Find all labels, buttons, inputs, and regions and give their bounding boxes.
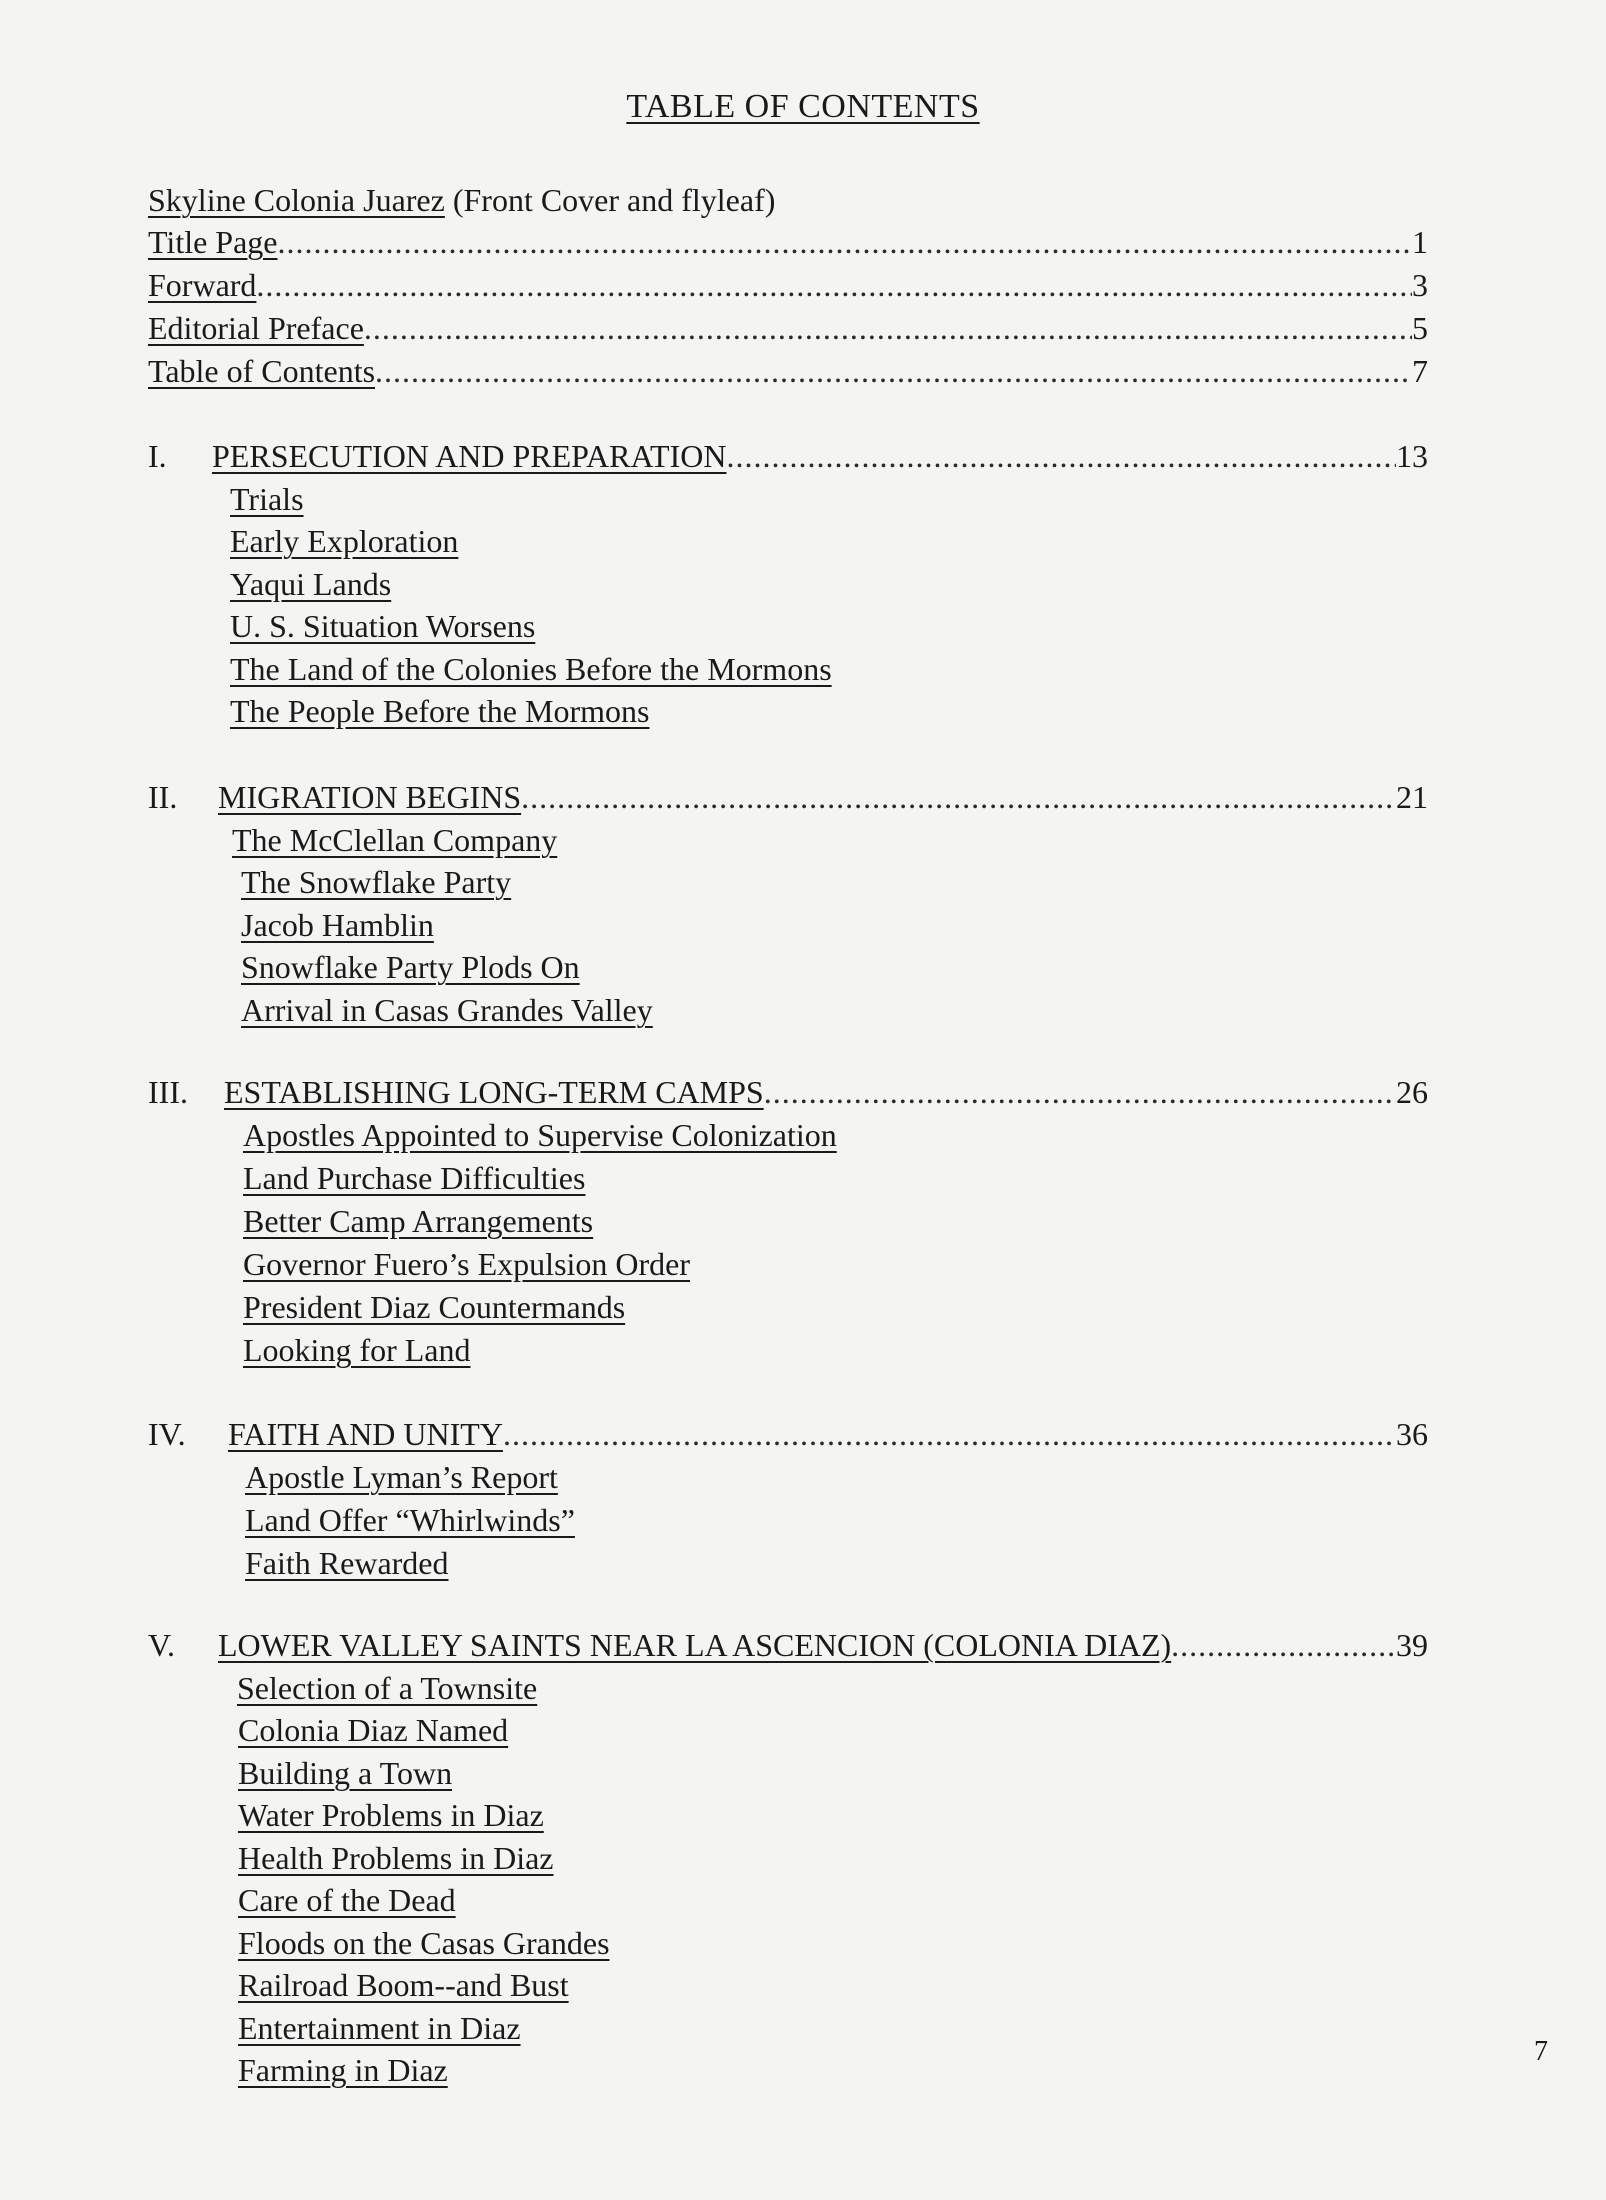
subsection-item[interactable] (243, 1113, 837, 1157)
section-numeral: IV. (148, 1416, 186, 1452)
subsection-label[interactable]: Care of the Dead (238, 1882, 456, 1918)
subsection-item[interactable] (245, 1498, 575, 1542)
section-page: 13 (1396, 438, 1428, 474)
subsection-label[interactable]: Land Purchase Difficulties (243, 1160, 586, 1196)
subsection-label[interactable]: Railroad Boom--and Bust (238, 1967, 569, 2003)
subsection-item[interactable] (243, 1156, 585, 1200)
subsection-item[interactable] (241, 860, 511, 904)
subsection-item[interactable] (243, 1242, 690, 1286)
subsection-label[interactable]: Arrival in Casas Grandes Valley (241, 992, 653, 1028)
subsection-label[interactable]: Water Problems in Diaz (238, 1797, 544, 1833)
toc-entry[interactable] (148, 349, 1428, 393)
toc-entry-label[interactable]: Forward (148, 267, 257, 303)
subsection-item[interactable] (238, 1963, 569, 2007)
toc-entry-page: 3 (1412, 267, 1428, 303)
subsection-label[interactable]: Selection of a Townsite (237, 1670, 538, 1706)
leader-dots (726, 434, 1396, 478)
section-heading[interactable] (148, 775, 1428, 819)
section-numeral: III. (148, 1074, 188, 1110)
subsection-label[interactable]: The Land of the Colonies Before the Mormons (230, 651, 832, 687)
subsection-label[interactable]: Early Exploration (230, 523, 459, 559)
subsection-item[interactable] (230, 647, 832, 691)
subsection-item[interactable] (245, 1455, 558, 1499)
section-numeral: II. (148, 779, 178, 815)
subsection-label[interactable]: Land Offer “Whirlwinds” (245, 1502, 575, 1538)
subsection-item[interactable] (243, 1285, 625, 1329)
subsection-label[interactable]: President Diaz Countermands (243, 1289, 626, 1325)
subsection-item[interactable] (243, 1199, 593, 1243)
subsection-item[interactable] (238, 1793, 544, 1837)
subsection-item[interactable] (230, 562, 391, 606)
section-page: 36 (1396, 1416, 1428, 1452)
toc-entry-label[interactable]: Editorial Preface (148, 310, 364, 346)
subsection-label[interactable]: The People Before the Mormons (230, 693, 650, 729)
subsection-item[interactable] (241, 945, 580, 989)
subsection-label[interactable]: Snowflake Party Plods On (241, 949, 580, 985)
subsection-label[interactable]: The Snowflake Party (241, 864, 512, 900)
section-title[interactable]: ESTABLISHING LONG-TERM CAMPS (224, 1074, 764, 1110)
section-heading[interactable] (148, 1070, 1428, 1114)
subsection-label[interactable]: Apostle Lyman’s Report (245, 1459, 558, 1495)
section-title[interactable]: PERSECUTION AND PREPARATION (212, 438, 727, 474)
toc-entry[interactable] (148, 306, 1428, 350)
subsection-label[interactable]: Farming in Diaz (238, 2052, 448, 2088)
section-heading[interactable] (148, 1412, 1428, 1456)
section-heading[interactable] (148, 434, 1428, 478)
subsection-item[interactable] (230, 519, 458, 563)
toc-entry-note: (Front Cover and flyleaf) (444, 182, 776, 218)
subsection-label[interactable]: Apostles Appointed to Supervise Colonization (243, 1117, 837, 1153)
toc-entry-page: 1 (1412, 224, 1428, 260)
subsection-item[interactable] (238, 1708, 508, 1752)
subsection-item[interactable] (243, 1328, 471, 1372)
subsection-item[interactable] (230, 477, 304, 521)
leader-dots (278, 220, 1413, 264)
subsection-label[interactable]: Colonia Diaz Named (238, 1712, 509, 1748)
toc-entry[interactable] (148, 178, 1428, 222)
subsection-item[interactable] (241, 988, 653, 1032)
section-numeral: V. (148, 1627, 175, 1663)
subsection-item[interactable] (238, 1836, 553, 1880)
page-number: 7 (1534, 2036, 1548, 2067)
section-heading[interactable] (148, 1623, 1428, 1667)
subsection-item[interactable] (232, 818, 557, 862)
subsection-item[interactable] (241, 903, 434, 947)
subsection-label[interactable]: Faith Rewarded (245, 1545, 449, 1581)
subsection-item[interactable] (238, 1751, 452, 1795)
subsection-item[interactable] (230, 604, 535, 648)
leader-dots (364, 306, 1412, 350)
toc-entry-label[interactable]: Title Page (148, 224, 278, 260)
subsection-item[interactable] (238, 1921, 610, 1965)
subsection-item[interactable] (245, 1541, 449, 1585)
section-page: 39 (1396, 1627, 1428, 1663)
subsection-item[interactable] (238, 1878, 456, 1922)
subsection-label[interactable]: Governor Fuero’s Expulsion Order (243, 1246, 691, 1282)
section-page: 21 (1396, 779, 1428, 815)
subsection-label[interactable]: Trials (230, 481, 304, 517)
subsection-label[interactable]: Jacob Hamblin (241, 907, 434, 943)
section-numeral: I. (148, 438, 167, 474)
subsection-label[interactable]: The McClellan Company (232, 822, 558, 858)
subsection-label[interactable]: U. S. Situation Worsens (230, 608, 536, 644)
leader-dots (375, 349, 1412, 393)
subsection-label[interactable]: Yaqui Lands (230, 566, 392, 602)
toc-entry-label[interactable]: Skyline Colonia Juarez (148, 182, 445, 218)
toc-entry-page: 5 (1412, 310, 1428, 346)
leader-dots (1171, 1623, 1396, 1667)
subsection-item[interactable] (238, 2006, 521, 2050)
leader-dots (521, 775, 1396, 819)
section-title[interactable]: FAITH AND UNITY (228, 1416, 503, 1452)
subsection-label[interactable]: Building a Town (238, 1755, 453, 1791)
section-page: 26 (1396, 1074, 1428, 1110)
toc-entry-label[interactable]: Table of Contents (148, 353, 376, 389)
subsection-label[interactable]: Health Problems in Diaz (238, 1840, 554, 1876)
leader-dots (764, 1070, 1396, 1114)
leader-dots (503, 1412, 1396, 1456)
toc-entry[interactable] (148, 220, 1428, 264)
toc-entry[interactable] (148, 263, 1428, 307)
section-title[interactable]: MIGRATION BEGINS (218, 779, 522, 815)
subsection-label[interactable]: Floods on the Casas Grandes (238, 1925, 610, 1961)
subsection-label[interactable]: Better Camp Arrangements (243, 1203, 594, 1239)
section-title[interactable]: LOWER VALLEY SAINTS NEAR LA ASCENCION (COLONIA DIAZ) (218, 1627, 1172, 1663)
page-title: TABLE OF CONTENTS (626, 88, 980, 125)
subsection-label[interactable]: Entertainment in Diaz (238, 2010, 521, 2046)
toc-entry-page: 7 (1412, 353, 1428, 389)
leader-dots (256, 263, 1412, 307)
subsection-label[interactable]: Looking for Land (243, 1332, 471, 1368)
subsection-item[interactable] (238, 2048, 448, 2092)
subsection-item[interactable] (230, 689, 649, 733)
subsection-item[interactable] (237, 1666, 537, 1710)
